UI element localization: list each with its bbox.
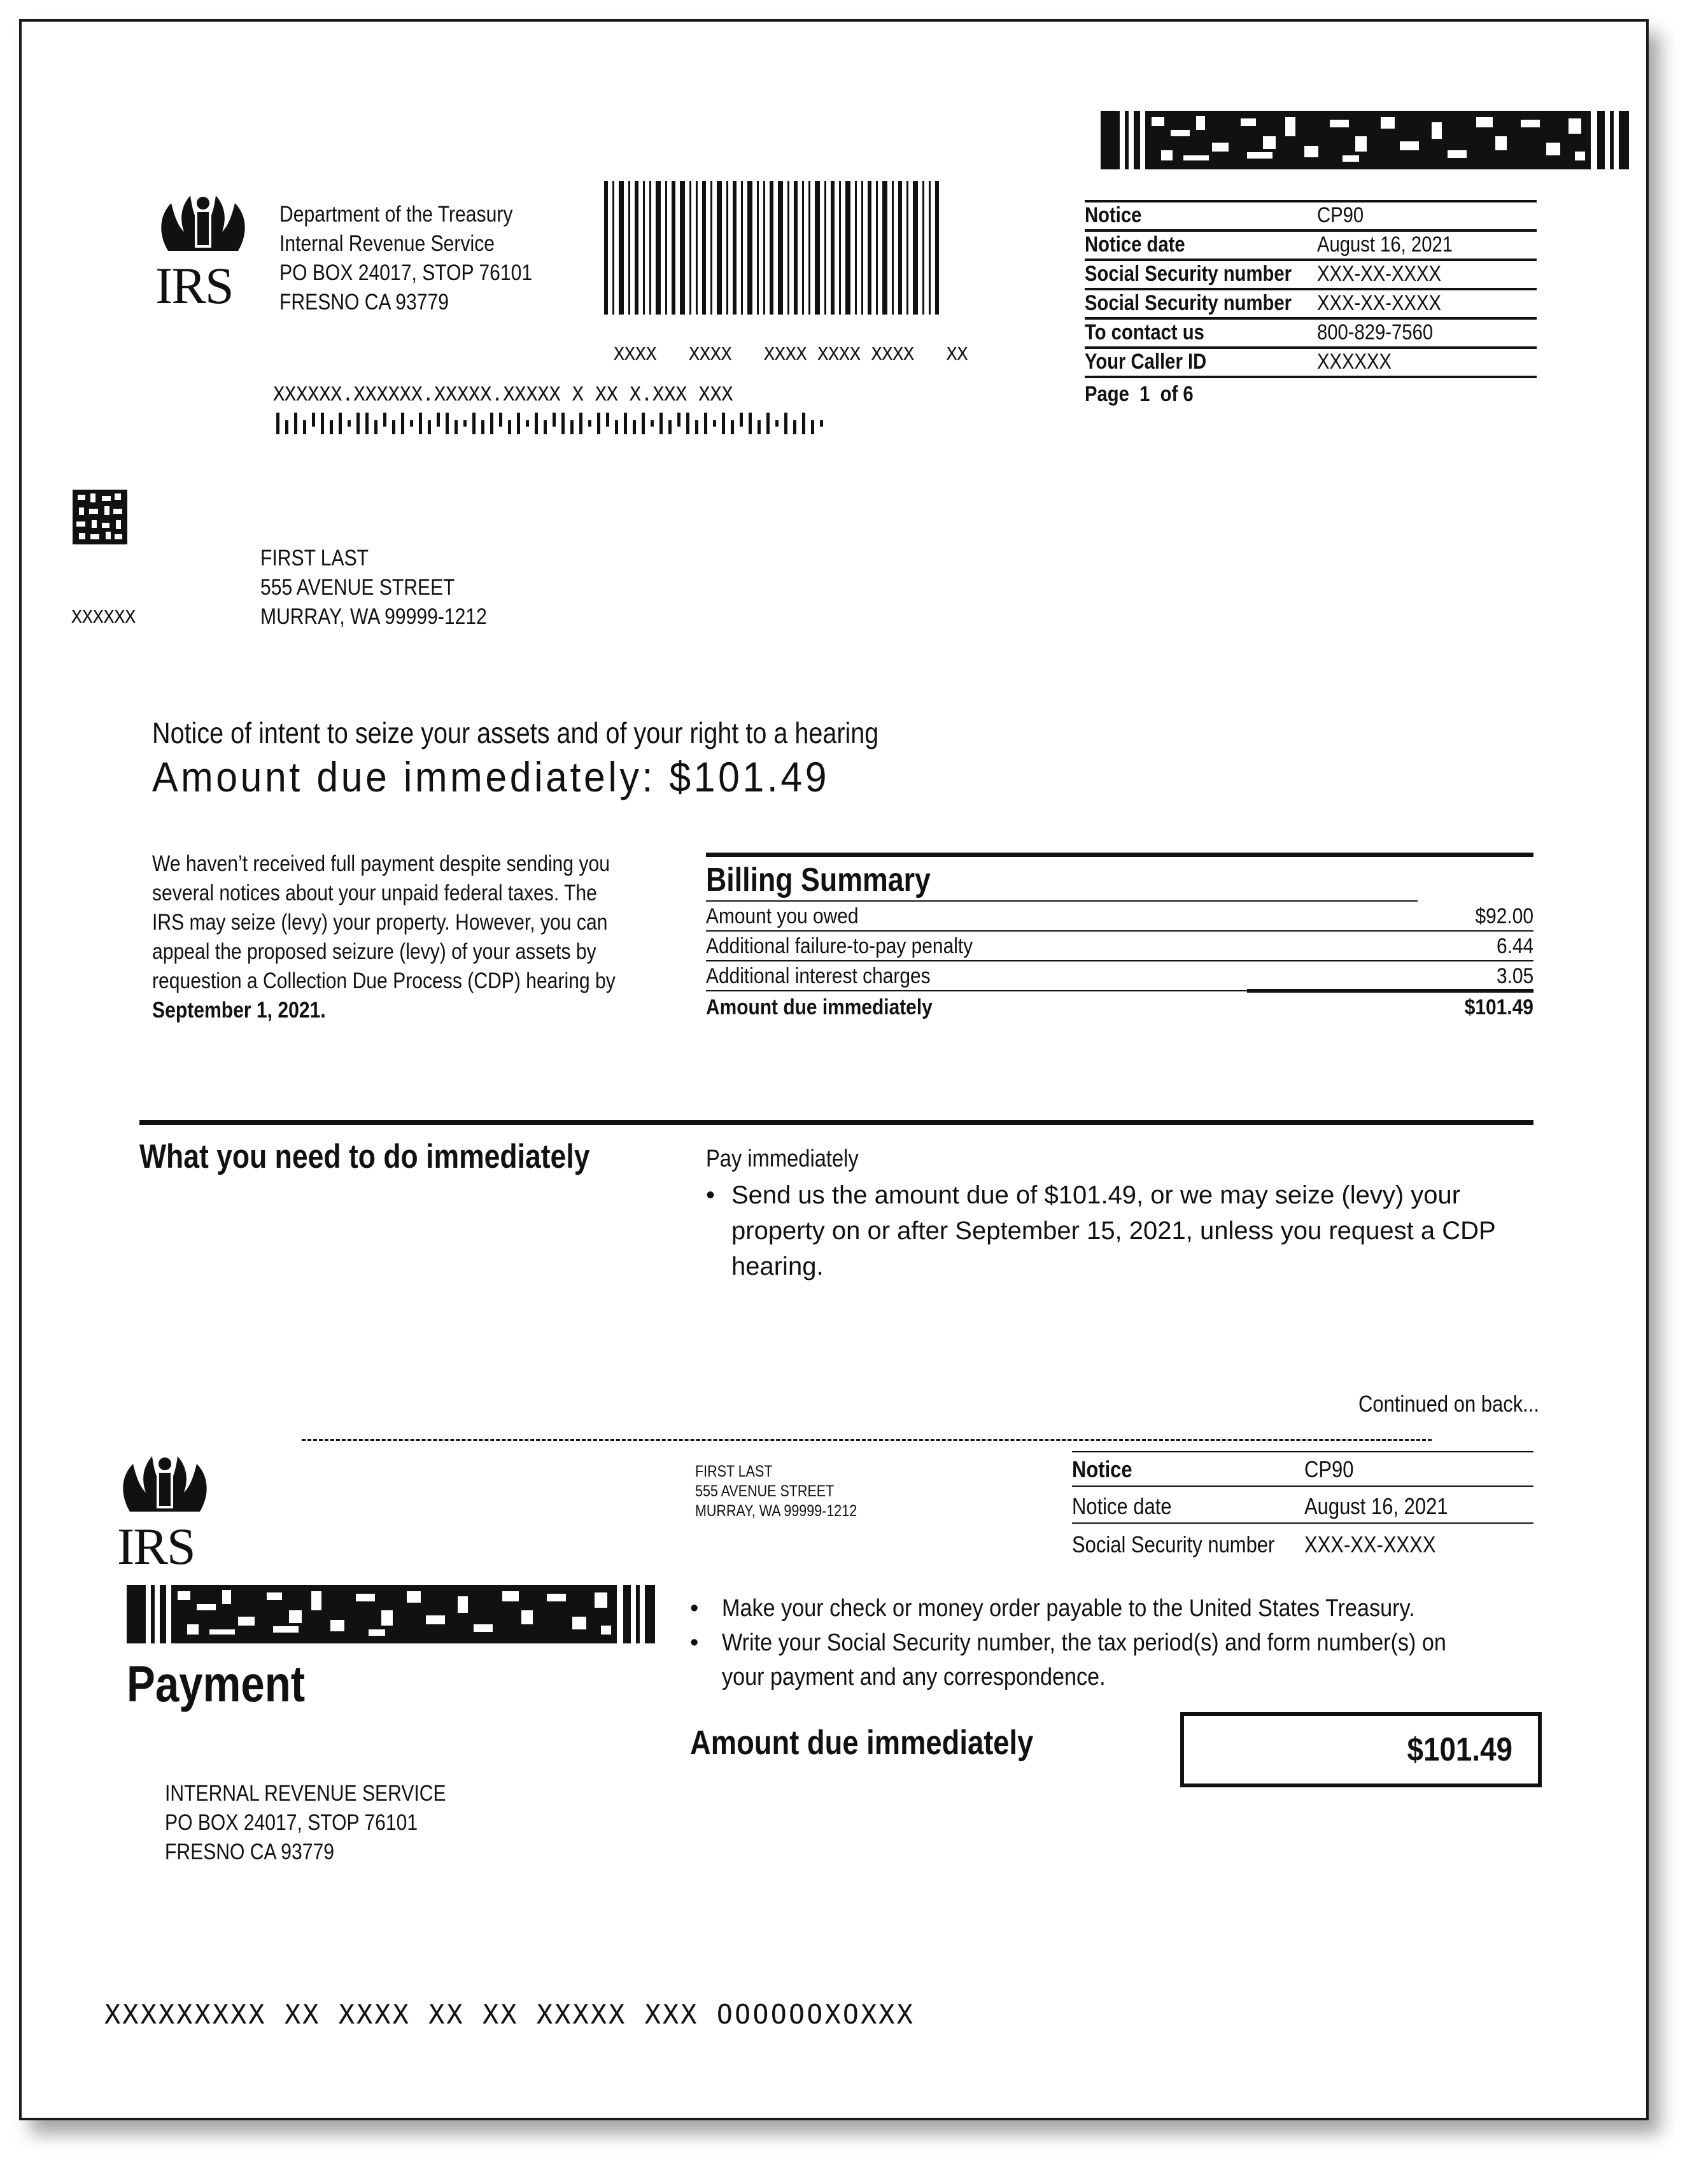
notice-info-value: XXX-XX-XXXX — [1317, 291, 1442, 315]
billing-row — [706, 961, 1533, 991]
voucher-irs-logo-text: IRS — [117, 1517, 195, 1575]
continued-note: Continued on back... — [1358, 1391, 1540, 1417]
notice-info-label: Notice — [1085, 203, 1142, 227]
voucher-instruction — [690, 1591, 1537, 1626]
irs-logo-text: IRS — [155, 257, 233, 315]
recipient-address-line: MURRAY, WA 99999-1212 — [260, 604, 487, 629]
voucher-info-value: XXX-XX-XXXX — [1304, 1531, 1436, 1557]
voucher-recipient — [695, 1462, 950, 1521]
recipient-address-line: FIRST LAST — [260, 546, 369, 571]
voucher-info-label: Notice date — [1072, 1493, 1172, 1519]
notice-info-label: Social Security number — [1085, 291, 1292, 315]
voucher-info-value: CP90 — [1304, 1456, 1354, 1482]
eagle-icon — [155, 190, 251, 257]
billing-row — [706, 902, 1533, 932]
agency-address-line: PO BOX 24017, STOP 76101 — [279, 260, 533, 285]
notice-subtitle: Notice of intent to seize your assets and of your right to a hearing — [152, 716, 879, 749]
notice-info-row — [1085, 290, 1537, 320]
tear-line — [302, 1439, 1432, 1441]
amount-due-headline: Amount due immediately: $101.49 — [152, 753, 830, 800]
billing-row-label: Additional interest charges — [706, 964, 931, 988]
notice-info-label: Social Security number — [1085, 262, 1292, 286]
billing-total-label: Amount due immediately — [706, 995, 933, 1019]
voucher-info-row — [1072, 1524, 1533, 1561]
recipient-address — [260, 544, 642, 632]
postal-barcode — [276, 410, 830, 436]
voucher-amount-box — [1180, 1712, 1542, 1787]
voucher-amount-value: $101.49 — [1407, 1731, 1512, 1768]
section-divider — [139, 1120, 1533, 1125]
barcode-icon — [127, 1585, 655, 1643]
voucher-irs-logo — [117, 1451, 213, 1578]
irs-logo — [155, 190, 251, 318]
notice-info-row — [1085, 349, 1537, 378]
voucher-info-value: August 16, 2021 — [1304, 1493, 1448, 1519]
eagle-icon — [117, 1451, 213, 1518]
intro-paragraph — [152, 849, 617, 1025]
mail-to-line: PO BOX 24017, STOP 76101 — [165, 1810, 418, 1835]
notice-info-row — [1085, 232, 1537, 261]
subtotal-rule — [1247, 989, 1533, 993]
voucher-instruction-text: Make your check or money order payable to the United States Treasury. — [722, 1595, 1415, 1622]
voucher-info-label: Social Security number — [1072, 1531, 1275, 1557]
voucher-instructions — [690, 1591, 1537, 1694]
action-heading: What you need to do immediately — [139, 1138, 590, 1175]
billing-summary — [706, 853, 1533, 1021]
notice-info-value: August 16, 2021 — [1317, 232, 1453, 257]
billing-row-value: 6.44 — [1496, 934, 1533, 958]
notice-info-value: CP90 — [1317, 203, 1364, 227]
voucher-instruction — [690, 1626, 1537, 1694]
intro-deadline: September 1, 2021. — [152, 998, 326, 1023]
barcode-icon — [1101, 111, 1629, 169]
intro-text: We haven’t received full payment despite sending you several notices about your unpaid federal taxes. The IRS may seize (levy) your property. However, you can appeal the proposed seizure (levy) of your assets by requestion a Collection Due Process (CDP) hearing by — [152, 851, 616, 993]
voucher-info-label: Notice — [1072, 1456, 1132, 1482]
notice-info-table — [1085, 200, 1537, 407]
notice-info-label: Notice date — [1085, 232, 1185, 257]
voucher-recipient-line: MURRAY, WA 99999-1212 — [695, 1502, 857, 1520]
action-bullet — [706, 1177, 1527, 1284]
mail-to-line: FRESNO CA 93779 — [165, 1840, 335, 1864]
scan-line: XXXXXXXXX XX XXXX XX XX XXXXX XXX OOOOOOXOXXX — [104, 1999, 915, 2030]
voucher-info-row — [1072, 1487, 1533, 1524]
mail-to-address — [165, 1779, 547, 1867]
qr-code-icon — [73, 490, 127, 544]
billing-summary-title: Billing Summary — [706, 857, 1418, 902]
voucher-info-row — [1072, 1451, 1533, 1487]
top-right-barcode — [1101, 111, 1629, 169]
center-barcode — [604, 181, 1018, 315]
qr-code — [73, 490, 127, 544]
notice-info-value: XXXXXX — [1317, 350, 1392, 374]
bullet-icon: • — [690, 1595, 699, 1622]
notice-page — [19, 19, 1649, 2120]
billing-row-label: Amount you owed — [706, 904, 859, 928]
agency-address-line: FRESNO CA 93779 — [279, 290, 449, 315]
notice-info-label: Your Caller ID — [1085, 350, 1207, 374]
notice-info-row — [1085, 202, 1537, 232]
notice-info-value: XXX-XX-XXXX — [1317, 262, 1442, 286]
voucher-info-table — [1072, 1451, 1533, 1561]
billing-total-row — [706, 991, 1533, 1021]
routing-line: XXXXXX.XXXXXX.XXXXX.XXXXX X XX X.XXX XXX — [273, 383, 733, 406]
barcode-caption: XXXX XXXX XXXX XXXX XXXX XX — [614, 343, 968, 364]
mail-to-line: INTERNAL REVENUE SERVICE — [165, 1781, 446, 1806]
billing-row-value: $92.00 — [1475, 904, 1533, 928]
billing-total-value: $101.49 — [1464, 995, 1533, 1019]
agency-address — [279, 200, 610, 317]
voucher-barcode — [127, 1585, 655, 1643]
bullet-icon: • — [706, 1181, 716, 1209]
voucher-amount-label: Amount due immediately — [690, 1724, 1034, 1762]
billing-row-label: Additional failure-to-pay penalty — [706, 934, 973, 958]
voucher-recipient-line: FIRST LAST — [695, 1463, 773, 1480]
page-indicator: Page 1 of 6 — [1085, 382, 1194, 406]
bullet-icon: • — [690, 1629, 699, 1656]
recipient-address-line: 555 AVENUE STREET — [260, 575, 455, 600]
voucher-title: Payment — [127, 1656, 306, 1712]
action-subheading: Pay immediately — [706, 1145, 859, 1172]
billing-row-value: 3.05 — [1496, 964, 1533, 988]
notice-info-row — [1085, 261, 1537, 290]
billing-row — [706, 932, 1533, 961]
side-code: XXXXXX — [71, 606, 136, 627]
action-bullet-text: Send us the amount due of $101.49, or we may seize (levy) your property on or after September 15, 2021, unless you request a CDP hearing. — [731, 1181, 1495, 1280]
voucher-recipient-line: 555 AVENUE STREET — [695, 1482, 835, 1500]
voucher-instruction-text: Write your Social Security number, the tax period(s) and form number(s) on your payment and any correspondence. — [722, 1629, 1446, 1691]
notice-info-row — [1085, 320, 1537, 349]
agency-address-line: Internal Revenue Service — [279, 231, 495, 256]
agency-address-line: Department of the Treasury — [279, 202, 513, 227]
notice-info-value: 800-829-7560 — [1317, 320, 1434, 344]
postal-barcode-icon — [276, 410, 830, 436]
notice-info-label: To contact us — [1085, 320, 1204, 344]
